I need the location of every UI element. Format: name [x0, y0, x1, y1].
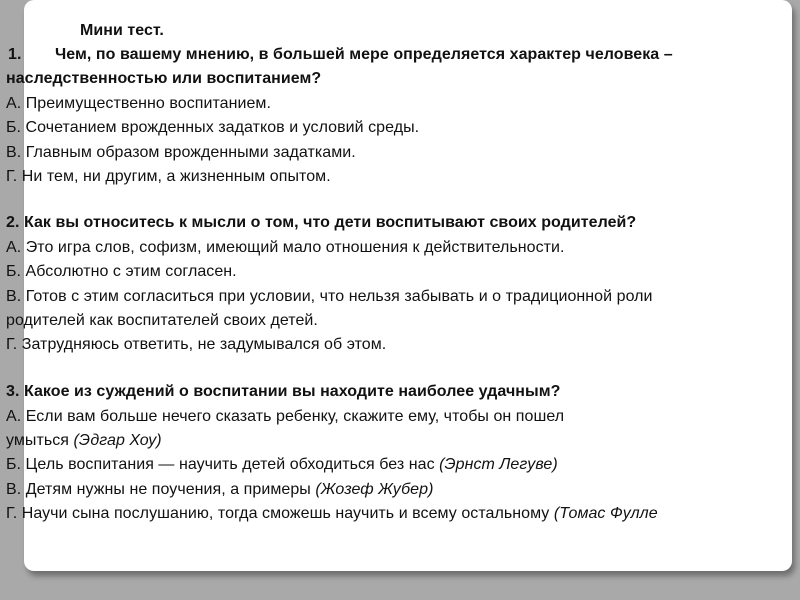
question-3-option-b — [6, 455, 558, 475]
question-1-option-b: Б. Сочетанием врожденных задатков и условий среды. — [6, 119, 420, 136]
question-1-option-a: А. Преимущественно воспитанием. — [6, 95, 271, 112]
question-1-text-continued: наследственностью или воспитанием? — [6, 70, 322, 87]
quote-author: (Эдгар Хоу) — [73, 432, 162, 449]
question-2-option-a: А. Это игра слов, софизм, имеющий мало отношения к действительности. — [6, 239, 565, 256]
question-3-option-c — [6, 480, 433, 500]
option-text: умыться — [6, 432, 74, 449]
question-1-number: 1. — [8, 46, 22, 63]
question-3-option-a: А. Если вам больше нечего сказать ребенку, скажите ему, чтобы он пошел — [6, 408, 565, 425]
question-3-option-d — [6, 504, 658, 524]
question-1-option-c: В. Главным образом врожденными задатками. — [6, 144, 356, 161]
option-text: Б. Цель воспитания — научить детей обходиться без нас — [6, 456, 440, 473]
option-text: В. Детям нужны не поучения, а примеры — [6, 481, 316, 498]
question-3-option-a-continued — [6, 431, 162, 451]
quote-author: (Томас Фулле — [553, 505, 658, 522]
question-2-option-c: В. Готов с этим согласиться при условии, что нельзя забывать и о традиционной роли — [6, 288, 653, 305]
question-2-option-d: Г. Затрудняюсь ответить, не задумывался об этом. — [6, 336, 387, 353]
question-2-option-b: Б. Абсолютно с этим согласен. — [6, 263, 237, 280]
quote-author: (Жозеф Жубер) — [315, 481, 434, 498]
page-title: Мини тест. — [80, 22, 164, 39]
question-1-option-d: Г. Ни тем, ни другим, а жизненным опытом. — [6, 168, 331, 185]
question-3-text: 3. Какое из суждений о воспитании вы находите наиболее удачным? — [6, 383, 561, 400]
question-2-option-c-continued: родителей как воспитателей своих детей. — [6, 312, 318, 329]
quote-author: (Эрнст Легуве) — [439, 456, 558, 473]
question-1-text: Чем, по вашему мнению, в большей мере определяется характер человека – — [55, 46, 673, 63]
option-text: Г. Научи сына послушанию, тогда сможешь научить и всему остальному — [6, 505, 554, 522]
question-2-text: 2. Как вы относитесь к мысли о том, что дети воспитывают своих родителей? — [6, 214, 637, 231]
